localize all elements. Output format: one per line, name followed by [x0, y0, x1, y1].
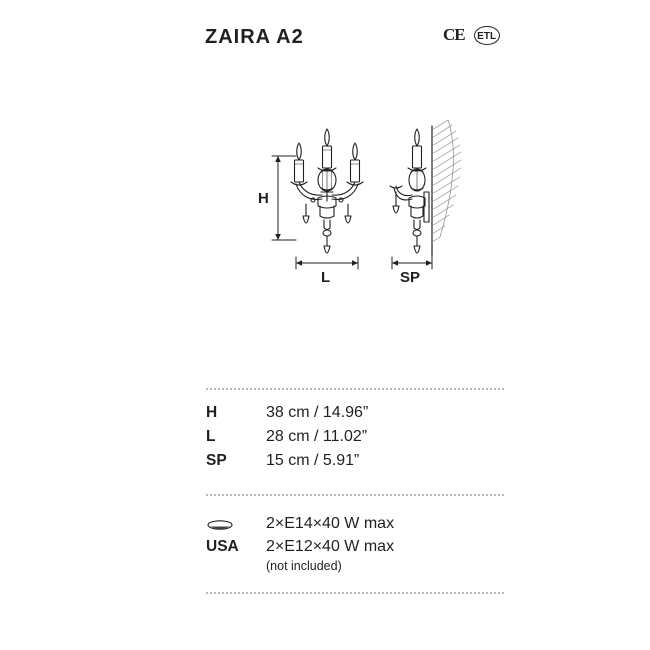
lamp-key-usa: USA — [206, 537, 239, 555]
lamp-value-eu: 2×E14×40 W max — [266, 514, 395, 532]
page-title: ZAIRA A2 — [205, 26, 304, 48]
lamp-value-usa: 2×E12×40 W max — [266, 537, 395, 555]
dimension-label-h: H — [258, 190, 269, 207]
ce-mark-icon: CE — [443, 25, 465, 44]
table-row — [206, 535, 536, 558]
etl-mark-icon: ETL — [474, 26, 500, 45]
table-row — [206, 512, 536, 535]
spec-key-h: H — [206, 404, 218, 421]
dimension-label-l: L — [321, 269, 331, 286]
certification-marks — [443, 25, 500, 45]
bulb-icon — [206, 518, 236, 530]
lamp-key-eu — [206, 518, 266, 530]
divider-top — [206, 388, 504, 390]
dimensions-table — [206, 404, 516, 476]
divider-middle — [206, 494, 504, 496]
divider-bottom — [206, 592, 504, 594]
spec-value-sp: 15 cm / 5.91” — [266, 452, 360, 469]
table-row — [206, 428, 516, 452]
drawing-svg — [0, 100, 650, 300]
table-row — [206, 452, 516, 476]
spec-key-sp: SP — [206, 452, 227, 469]
spec-value-h: 38 cm / 14.96” — [266, 404, 369, 421]
dimension-label-sp: SP — [400, 269, 421, 286]
header — [0, 12, 650, 46]
spec-value-l: 28 cm / 11.02” — [266, 428, 368, 445]
lamp-note: (not included) — [266, 559, 342, 573]
lamp-table — [206, 512, 536, 573]
table-row — [206, 404, 516, 428]
spec-key-l: L — [206, 428, 216, 445]
technical-drawing — [0, 100, 650, 300]
